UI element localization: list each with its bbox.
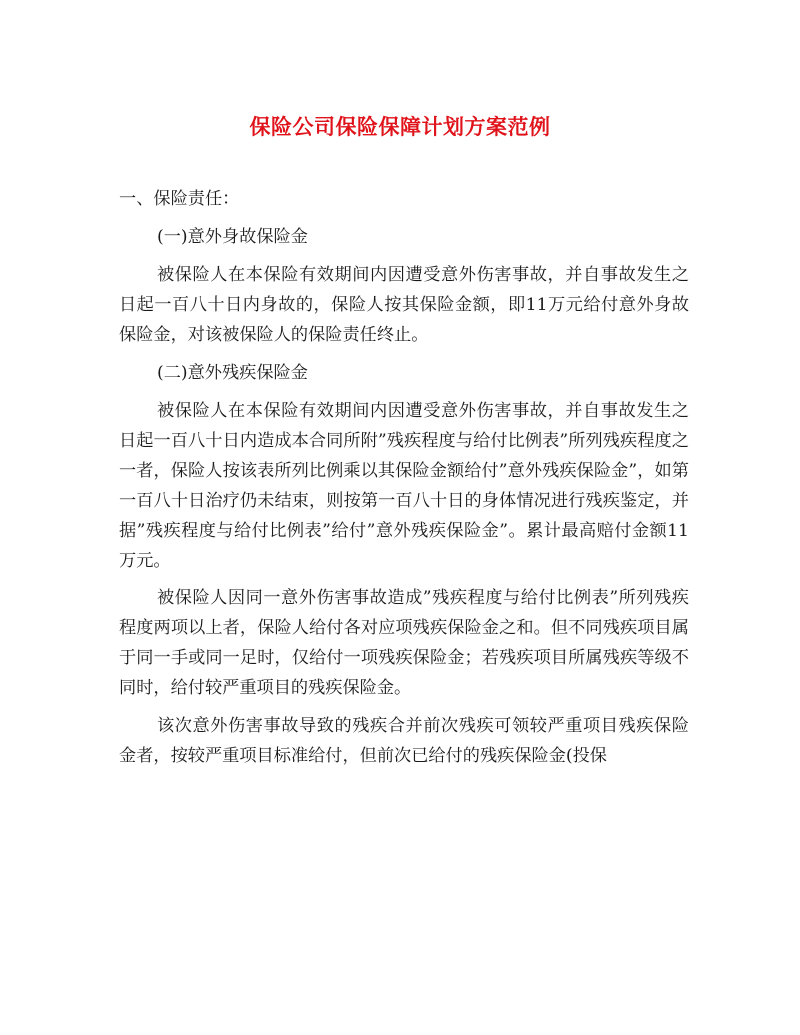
subsection-heading-accidental-disability: (二)意外残疾保险金 [157, 362, 308, 383]
paragraph-disability-1: 被保险人在本保险有效期间内因遭受意外伤害事故，并自事故发生之日起一百八十日内造成本合同所附”残疾程度与给付比例表”所列残疾程度之一者，保险人按该表所列比例乘以其保险金额给付”意外残疾保险金”，如第一百八十日治疗仍未结束，则按第一百八十日的身体情况进行残疾鉴定，并据”残疾程度与给付比例表”给付”意外残疾保险金”。累计最高赔付金额11万元。 [119, 400, 689, 571]
subsection-heading-accidental-death: (一)意外身故保险金 [157, 227, 308, 247]
paragraph-disability-2: 被保险人因同一意外伤害事故造成”残疾程度与给付比例表”所列残疾程度两项以上者，保险人给付各对应项残疾保险金之和。但不同残疾项目属于同一手或同一足时，仅给付一项残疾保险金；若残疾项目所属残疾等级不同时，给付较严重项目的残疾保险金。 [119, 588, 689, 698]
document-body [119, 184, 689, 778]
paragraph-disability-3: 该次意外伤害事故导致的残疾合并前次残疾可领较严重项目残疾保险金者，按较严重项目标准给付，但前次已给付的残疾保险金(投保 [119, 715, 689, 766]
section-heading: 一、保险责任： [119, 189, 240, 209]
document-title: 保险公司保险保障计划方案范例 [249, 114, 551, 139]
paragraph-accidental-death: 被保险人在本保险有效期间内因遭受意外伤害事故，并自事故发生之日起一百八十日内身故的，保险人按其保险金额，即11万元给付意外身故保险金，对该被保险人的保险责任终止。 [119, 265, 689, 345]
